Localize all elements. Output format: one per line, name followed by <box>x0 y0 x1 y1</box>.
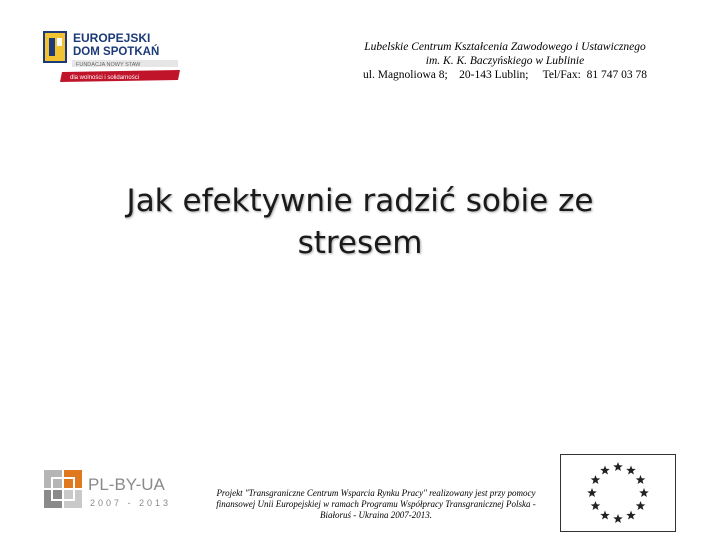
slide-title-line2: stresem <box>297 225 423 261</box>
eu-star-icon <box>636 475 646 484</box>
eu-star-icon <box>639 488 649 497</box>
edsp-name-line1: EUROPEJSKI <box>73 31 151 45</box>
slide-title-line1: Jak efektywnie radzić sobie ze <box>126 183 594 219</box>
institution-patron: im. K. K. Baczyńskiego w Lublinie <box>425 55 585 67</box>
institution-address: ul. Magnoliowa 8; 20-143 Lublin; Tel/Fax: 81 747 03 78 <box>363 69 647 81</box>
eu-star-icon <box>613 514 623 523</box>
project-footer: Projekt "Transgraniczne Centrum Wsparcia Rynku Pracy" realizowany jest przy pomocy finansowej Unii Europejskiej w ramach Programu Współpracy Transgranicznej Polska - Białoruś - Ukraina 2007-2013. <box>216 488 536 520</box>
eu-star-icon <box>600 465 610 474</box>
institution-name: Lubelskie Centrum Kształcenia Zawodowego i Ustawicznego <box>364 41 646 53</box>
edsp-sub: FUNDACJA NOWY STAW <box>76 62 141 68</box>
eu-star-icon <box>591 475 601 484</box>
pl-by-ua-logo <box>42 466 182 514</box>
edsp-tagline: dla wolności i solidarności <box>70 75 140 81</box>
pl-by-ua-years: 2007 - 2013 <box>90 498 172 508</box>
edsp-name-line2: DOM SPOTKAŃ <box>73 46 160 58</box>
pl-by-ua-logo-mark <box>42 466 182 514</box>
slide-title <box>40 180 680 264</box>
eu-star-icon <box>636 501 646 510</box>
eu-star-icon <box>626 511 636 520</box>
pl-by-ua-name: PL-BY-UA <box>88 475 165 494</box>
edsp-logo-mark <box>40 28 182 86</box>
eu-star-icon <box>587 488 597 497</box>
eu-stars-icon <box>561 455 675 531</box>
eu-star-icon <box>591 501 601 510</box>
edsp-logo <box>40 28 182 86</box>
eu-star-icon <box>600 511 610 520</box>
eu-star-icon <box>613 462 623 471</box>
eu-flag <box>560 454 676 532</box>
eu-star-icon <box>626 465 636 474</box>
institution-header <box>340 40 670 82</box>
